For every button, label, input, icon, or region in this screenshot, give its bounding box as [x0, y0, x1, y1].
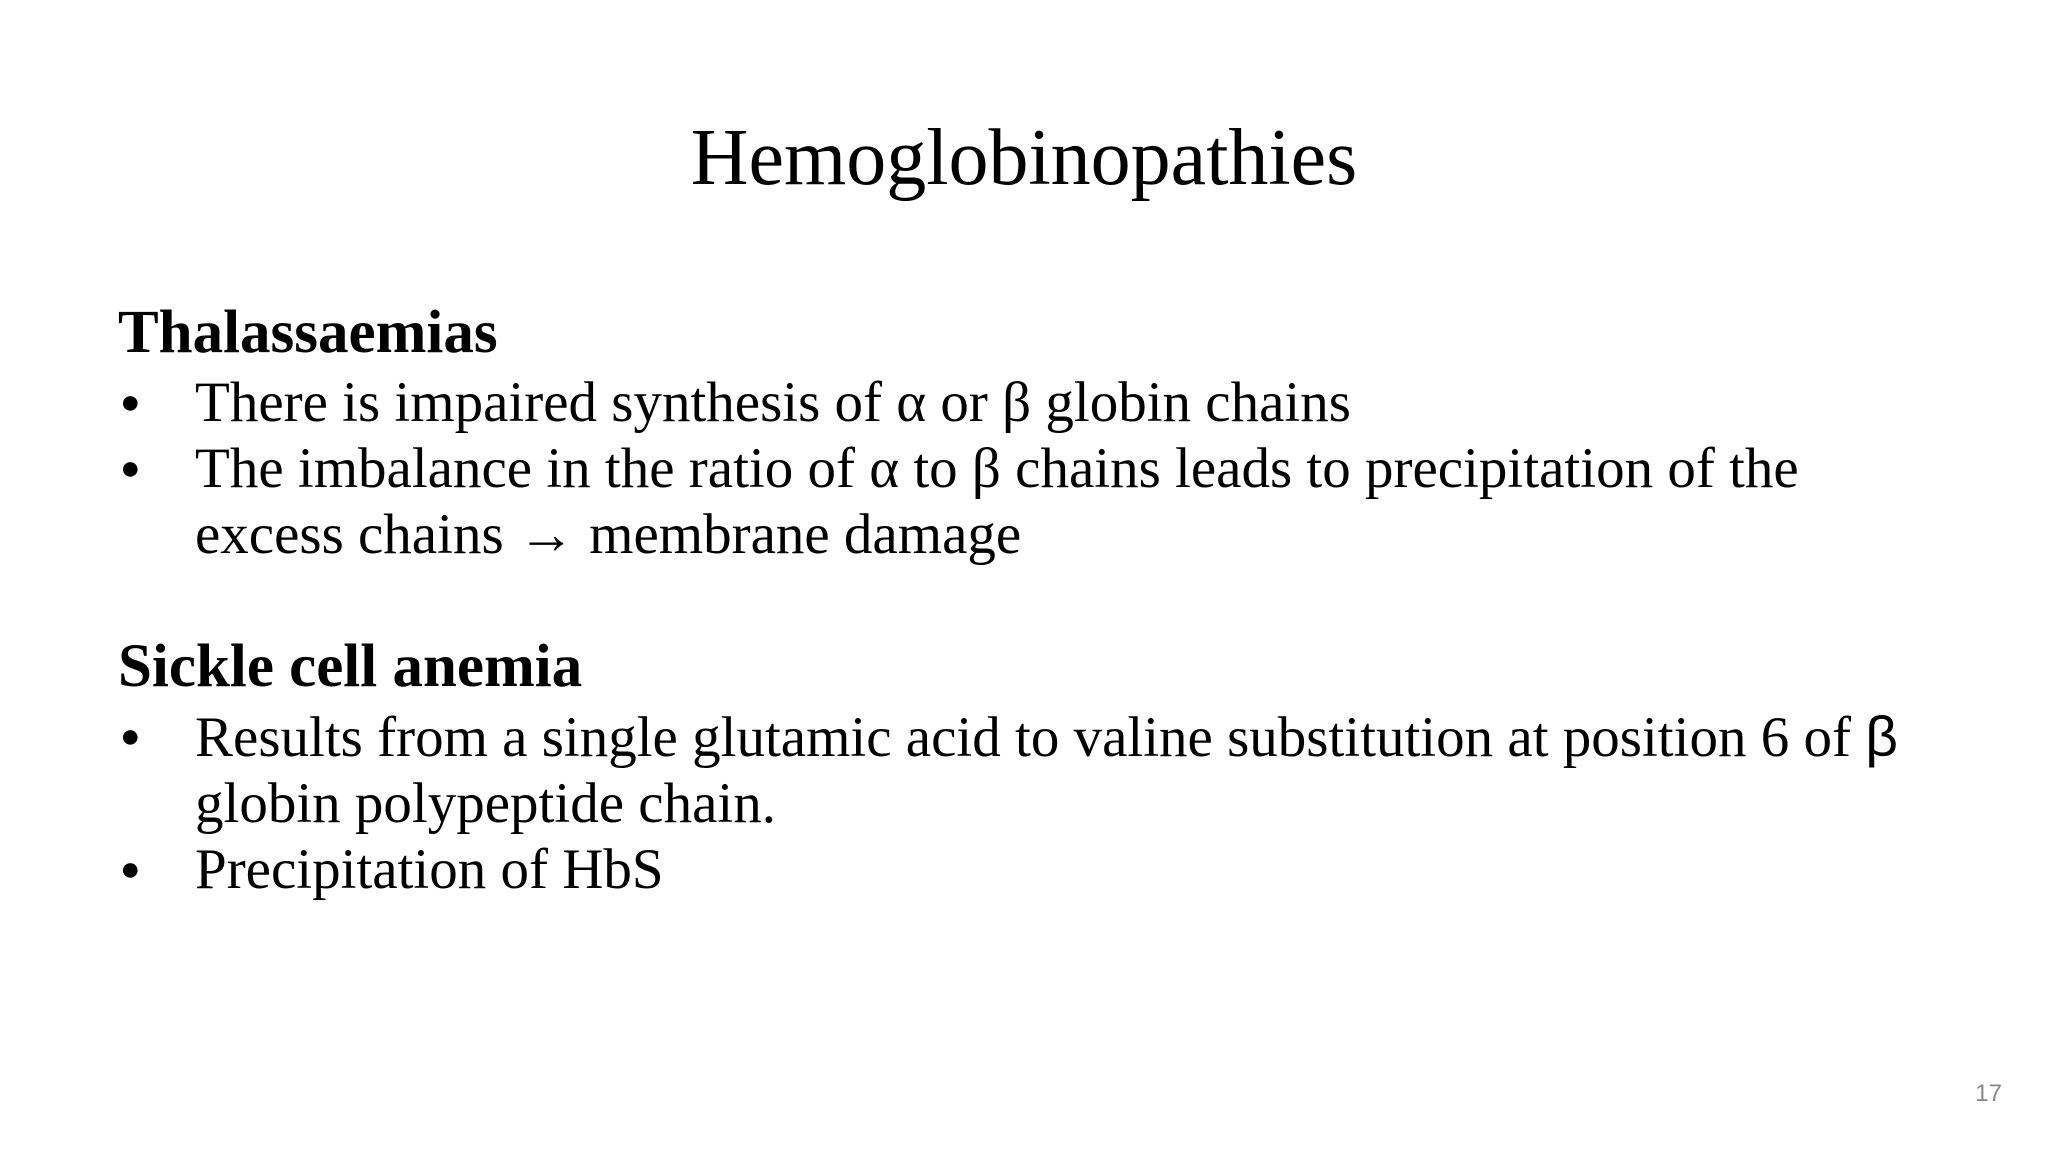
bullet-list [118, 704, 1958, 903]
section-sickle-cell-anemia [118, 630, 1958, 903]
bullet-icon: ● [120, 851, 141, 888]
section-heading: Sickle cell anemia [118, 633, 583, 700]
list-item [118, 370, 1958, 436]
bullet-text-continued: globin polypeptide chain. [195, 772, 776, 835]
bullet-text: There is impaired synthesis of α or β globin chains [195, 371, 1351, 434]
section-thalassaemias [118, 296, 1958, 568]
bullet-list [118, 370, 1958, 568]
list-item [118, 837, 1958, 903]
bullet-icon: ● [120, 450, 141, 487]
bullet-text: Results from a single glutamic acid to valine substitution at position 6 of [195, 706, 1866, 769]
list-item [118, 436, 1958, 568]
bullet-icon: ● [120, 384, 141, 421]
bullet-text: Precipitation of HbS [195, 838, 664, 901]
beta-symbol: β [1865, 705, 1898, 769]
page-number: 17 [1975, 1080, 2002, 1107]
bullet-icon: ● [120, 718, 141, 755]
section-heading: Thalassaemias [118, 299, 498, 366]
slide-title: Hemoglobinopathies [690, 114, 1358, 202]
list-item [118, 704, 1958, 837]
bullet-text: The imbalance in the ratio of α to β chains leads to precipitation of the excess chains → membrane damage [195, 437, 1799, 566]
